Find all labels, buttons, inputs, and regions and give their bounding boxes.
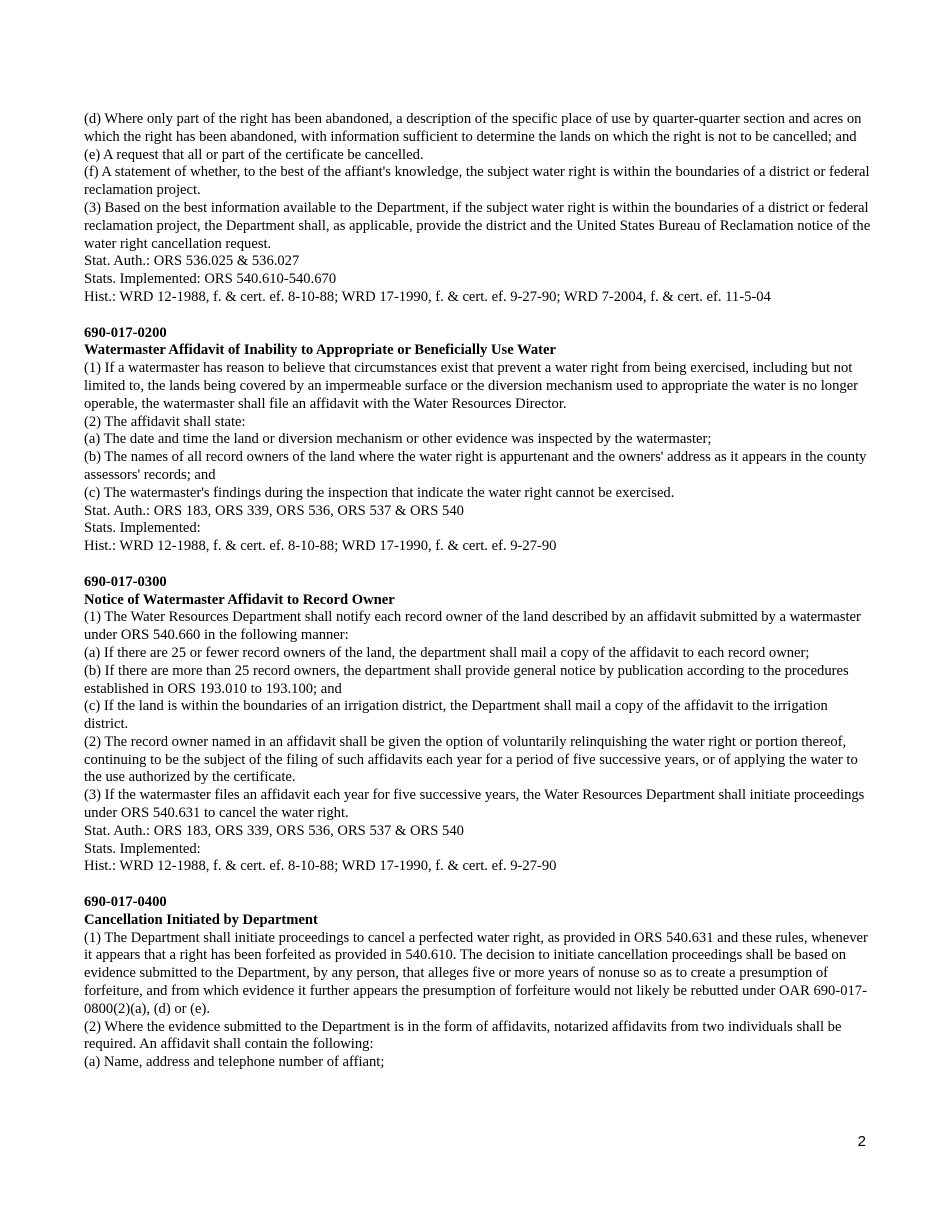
stats-implemented: Stats. Implemented: ORS 540.610-540.670	[84, 271, 337, 288]
section-690-017-0200	[84, 325, 874, 556]
document-page	[84, 111, 874, 1072]
stats-implemented: Stats. Implemented:	[84, 840, 201, 857]
paragraph: (c) The watermaster's findings during the inspection that indicate the water right cannot be exercised.	[84, 484, 675, 501]
paragraph: (b) If there are more than 25 record owners, the department shall provide general notice by publication according to the procedures established in ORS 193.010 to 193.100; and	[84, 662, 849, 697]
history: Hist.: WRD 12-1988, f. & cert. ef. 8-10-88; WRD 17-1990, f. & cert. ef. 9-27-90	[84, 538, 557, 555]
paragraph: (a) The date and time the land or diversion mechanism or other evidence was inspected by the watermaster;	[84, 431, 712, 448]
paragraph: (3) Based on the best information available to the Department, if the subject water right is within the boundaries of a district or federal reclamation project, the Department shall, as applicable, provide the district and the United States Bureau of Reclamation notice of the water right cancellation request.	[84, 199, 871, 252]
paragraph: (d) Where only part of the right has been abandoned, a description of the specific place of use by quarter-quarter section and acres on which the right has been abandoned, with information sufficient to determine the lands on which the right is not to be cancelled; and	[84, 111, 862, 145]
paragraph: (e) A request that all or part of the certificate be cancelled.	[84, 146, 424, 163]
stats-implemented: Stats. Implemented:	[84, 520, 201, 537]
section-title: Notice of Watermaster Affidavit to Record Owner	[84, 591, 395, 608]
section-number: 690-017-0200	[84, 324, 167, 341]
section-title: Cancellation Initiated by Department	[84, 911, 318, 928]
paragraph: (2) The affidavit shall state:	[84, 413, 246, 430]
stat-auth: Stat. Auth.: ORS 536.025 & 536.027	[84, 253, 300, 270]
stat-auth: Stat. Auth.: ORS 183, ORS 339, ORS 536, ORS 537 & ORS 540	[84, 502, 464, 519]
page-number: 2	[857, 1133, 866, 1150]
section-title: Watermaster Affidavit of Inability to Appropriate or Beneficially Use Water	[84, 342, 556, 359]
paragraph: (a) Name, address and telephone number of affiant;	[84, 1054, 385, 1071]
paragraph: (a) If there are 25 or fewer record owners of the land, the department shall mail a copy of the affidavit to each record owner;	[84, 644, 810, 661]
section-number: 690-017-0300	[84, 573, 167, 590]
stat-auth: Stat. Auth.: ORS 183, ORS 339, ORS 536, ORS 537 & ORS 540	[84, 822, 464, 839]
paragraph: (1) If a watermaster has reason to believe that circumstances exist that prevent a water right from being exercised, including but not limited to, the lands being covered by an impermeable surface or the diversion mechanism used to appropriate the water is no longer operable, the watermaster shall file an affidavit with the Water Resources Director.	[84, 360, 859, 412]
section-690-017-0400	[84, 894, 874, 1072]
history: Hist.: WRD 12-1988, f. & cert. ef. 8-10-88; WRD 17-1990, f. & cert. ef. 9-27-90; WRD 7-2004, f. & cert. ef. 11-5-04	[84, 288, 771, 305]
paragraph: (1) The Water Resources Department shall notify each record owner of the land described by an affidavit submitted by a watermaster under ORS 540.660 in the following manner:	[84, 609, 861, 644]
section-690-017-0300	[84, 574, 874, 877]
paragraph: (c) If the land is within the boundaries of an irrigation district, the Department shall mail a copy of the affidavit to the irrigation district.	[84, 698, 828, 733]
paragraph: (2) Where the evidence submitted to the Department is in the form of affidavits, notarized affidavits from two individuals shall be required. An affidavit shall contain the following:	[84, 1018, 842, 1053]
paragraph: (b) The names of all record owners of the land where the water right is appurtenant and the owners' address as it appears in the county assessors' records; and	[84, 449, 867, 483]
paragraph: (2) The record owner named in an affidavit shall be given the option of voluntarily relinquishing the water right or portion thereof, continuing to be the subject of the filing of such affidavits each year for a period of five successive years, or of applying the water to the use authorized by the certificate.	[84, 733, 858, 786]
intro-block	[84, 111, 874, 307]
paragraph: (3) If the watermaster files an affidavit each year for five successive years, the Water Resources Department shall initiate proceedings under ORS 540.631 to cancel the water right.	[84, 787, 865, 822]
section-number: 690-017-0400	[84, 894, 167, 911]
paragraph: (1) The Department shall initiate proceedings to cancel a perfected water right, as provided in ORS 540.631 and these rules, whenever it appears that a right has been forfeited as provided in 540.610. The decision to initiate cancellation proceedings shall be based on evidence submitted to the Department, by any person, that alleges five or more years of nonuse so as to create a presumption of forfeiture, and from which evidence it further appears the presumption of forfeiture would not likely be rebutted under OAR 690-017-0800(2)(a), (d) or (e).	[84, 929, 868, 1017]
paragraph: (f) A statement of whether, to the best of the affiant's knowledge, the subject water right is within the boundaries of a district or federal reclamation project.	[84, 164, 870, 199]
history: Hist.: WRD 12-1988, f. & cert. ef. 8-10-88; WRD 17-1990, f. & cert. ef. 9-27-90	[84, 858, 557, 875]
